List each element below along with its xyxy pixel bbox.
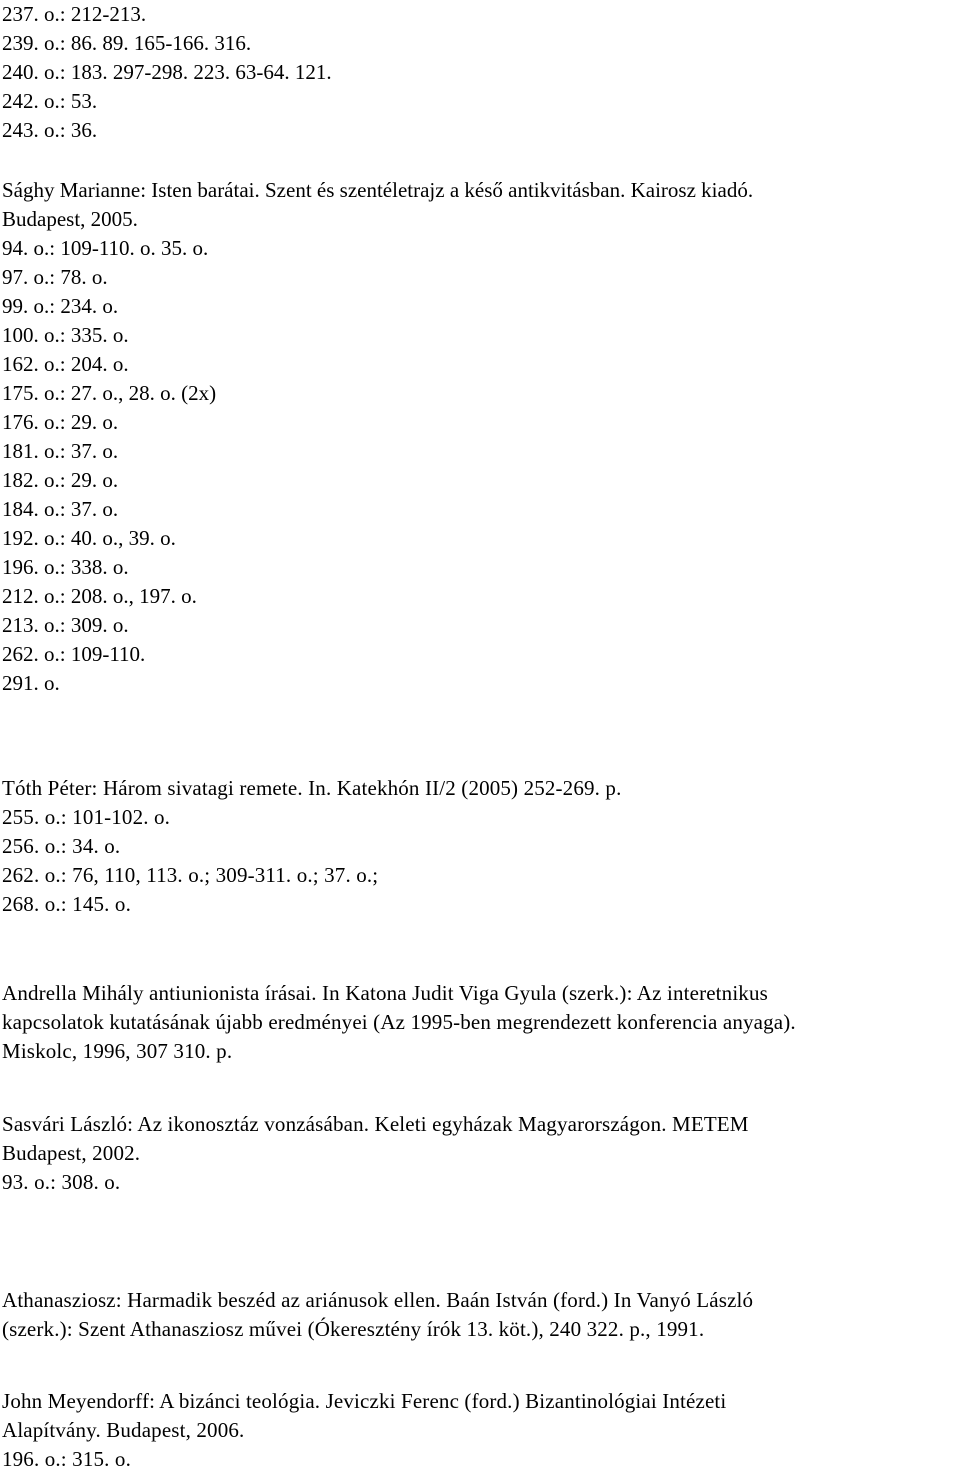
citation-line: Budapest, 2005. xyxy=(2,207,138,231)
page-ref-line: 162. o.: 204. o. xyxy=(2,352,129,376)
bib-entry-toth xyxy=(2,774,957,919)
bib-entry-saghy xyxy=(2,176,957,698)
page-ref-line: 176. o.: 29. o. xyxy=(2,410,119,434)
bib-entry-athanasziosz xyxy=(2,1286,957,1344)
page-ref-line: 255. o.: 101-102. o. xyxy=(2,805,171,829)
citation-line: Andrella Mihály antiunionista írásai. In Katona Judit Viga Gyula (szerk.): Az interetnikus xyxy=(2,981,768,1005)
page-list-continued xyxy=(2,0,957,145)
page-ref-line: 237. o.: 212-213. xyxy=(2,2,147,26)
page-ref-line: 212. o.: 208. o., 197. o. xyxy=(2,584,197,608)
bib-entry-andrella xyxy=(2,979,957,1066)
page-ref-line: 94. o.: 109-110. o. 35. o. xyxy=(2,236,209,260)
page-ref-line: 192. o.: 40. o., 39. o. xyxy=(2,526,176,550)
page-ref-line: 243. o.: 36. xyxy=(2,118,98,142)
page-ref-line: 184. o.: 37. o. xyxy=(2,497,119,521)
citation-line: Budapest, 2002. xyxy=(2,1141,141,1165)
citation-line: (szerk.): Szent Athanasziosz művei (Ókeresztény írók 13. köt.), 240 322. p., 1991. xyxy=(2,1317,705,1341)
page-ref-line: 242. o.: 53. xyxy=(2,89,98,113)
page-ref-line: 175. o.: 27. o., 28. o. (2x) xyxy=(2,381,217,405)
citation-line: kapcsolatok kutatásának újabb eredményei (Az 1995-ben megrendezett konferencia anyaga). xyxy=(2,1010,796,1034)
citation-line: John Meyendorff: A bizánci teológia. Jeviczki Ferenc (ford.) Bizantinológiai Intézeti xyxy=(2,1389,727,1413)
page-ref-line: 240. o.: 183. 297-298. 223. 63-64. 121. xyxy=(2,60,332,84)
page-ref-line: 291. o. xyxy=(2,671,60,695)
page-ref-line: 100. o.: 335. o. xyxy=(2,323,129,347)
citation-line: Tóth Péter: Három sivatagi remete. In. Katekhón II/2 (2005) 252-269. p. xyxy=(2,776,622,800)
citation-line: Sághy Marianne: Isten barátai. Szent és szentéletrajz a késő antikvitásban. Kairosz kiadó. xyxy=(2,178,754,202)
bib-entry-sasvari xyxy=(2,1110,957,1197)
page-ref-line: 93. o.: 308. o. xyxy=(2,1170,121,1194)
page-ref-line: 262. o.: 109-110. xyxy=(2,642,146,666)
citation-line: Athanasziosz: Harmadik beszéd az ariánusok ellen. Baán István (ford.) In Vanyó László xyxy=(2,1288,754,1312)
page-ref-line: 181. o.: 37. o. xyxy=(2,439,119,463)
page-ref-line: 99. o.: 234. o. xyxy=(2,294,119,318)
citation-line: Alapítvány. Budapest, 2006. xyxy=(2,1418,245,1442)
page-ref-line: 196. o.: 315. o. xyxy=(2,1447,131,1471)
page-ref-line: 268. o.: 145. o. xyxy=(2,892,131,916)
page-ref-line: 213. o.: 309. o. xyxy=(2,613,129,637)
page-ref-line: 262. o.: 76, 110, 113. o.; 309-311. o.; 37. o.; xyxy=(2,863,379,887)
page-ref-line: 182. o.: 29. o. xyxy=(2,468,119,492)
citation-line: Miskolc, 1996, 307 310. p. xyxy=(2,1039,233,1063)
page-ref-line: 196. o.: 338. o. xyxy=(2,555,129,579)
citation-line: Sasvári László: Az ikonosztáz vonzásában. Keleti egyházak Magyarországon. METEM xyxy=(2,1112,749,1136)
page-ref-line: 256. o.: 34. o. xyxy=(2,834,121,858)
page-ref-line: 239. o.: 86. 89. 165-166. 316. xyxy=(2,31,252,55)
page-ref-line: 97. o.: 78. o. xyxy=(2,265,108,289)
bib-entry-meyendorff xyxy=(2,1387,957,1474)
